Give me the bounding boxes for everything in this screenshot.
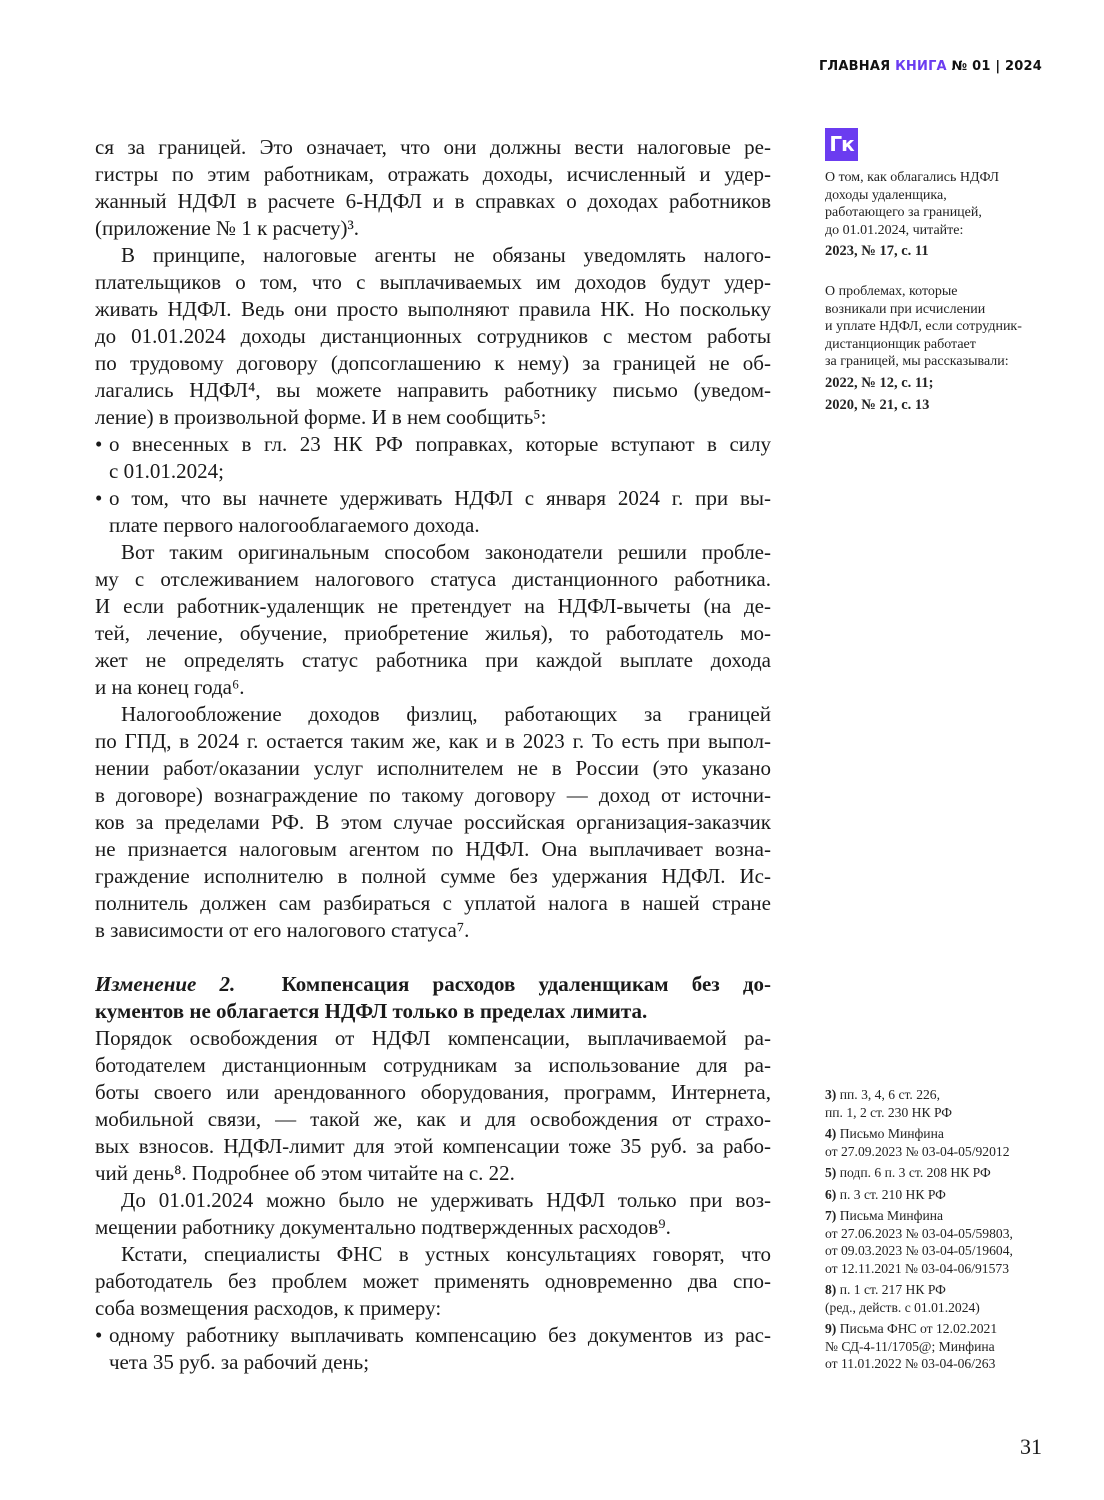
paragraph-line — [95, 1160, 771, 1187]
line-text: мобильной связи, — такой же, как и для освобождения от страхо- — [95, 1107, 771, 1131]
line-text: До 01.01.2024 можно было не удерживать НДФЛ только при воз- — [121, 1188, 771, 1212]
line-text: о внесенных в гл. 23 НК РФ поправках, которые вступают в силу — [109, 432, 771, 456]
paragraph-line — [95, 890, 771, 917]
footnote-text: № СД-4-11/1705@; Минфина — [825, 1338, 995, 1354]
footnote-line — [825, 1225, 1055, 1243]
paragraph-line — [95, 728, 771, 755]
footnote-text: пп. 3, 4, 6 ст. 226, — [839, 1087, 941, 1102]
paragraph-line — [95, 134, 771, 161]
line-text: кументов не облагается НДФЛ только в пределах лимита. — [95, 999, 648, 1023]
paragraph-line — [95, 1268, 771, 1295]
sidebar-text-line: возникали при исчислении — [825, 301, 986, 317]
paragraph-line — [95, 296, 771, 323]
line-text: Вот таким оригинальным способом законодатели решили пробле- — [121, 540, 771, 564]
sidebar-text-line: дистанционщик работает — [825, 336, 976, 352]
footnote — [825, 1164, 1055, 1182]
bullet-item-line — [95, 458, 771, 485]
footnote-line — [825, 1164, 1055, 1182]
brand-name: ГЛАВНАЯ — [818, 59, 891, 74]
line-text: Порядок освобождения от НДФЛ компенсации, выплачиваемой ра- — [95, 1026, 771, 1050]
footnote — [825, 1281, 1055, 1316]
line-text: в зависимости от его налогового статуса⁷. — [95, 918, 470, 942]
footnote-text: от 09.03.2023 № 03-04-05/19604, — [825, 1243, 1013, 1258]
bullet-icon: • — [95, 432, 103, 456]
paragraph-line — [95, 350, 771, 377]
line-text: соба возмещения расходов, к примеру: — [95, 1296, 442, 1320]
sidebar-issue-reference: 2023, № 17, с. 11 — [825, 243, 929, 260]
line-text: Кстати, специалисты ФНС в устных консультациях говорят, что — [121, 1242, 771, 1266]
footnote-number: 7) — [825, 1208, 837, 1223]
paragraph-line — [95, 1214, 771, 1241]
line-text: до 01.01.2024 доходы дистанционных сотрудников с местом работы — [95, 324, 771, 348]
paragraph-line — [95, 269, 771, 296]
line-text: с 01.01.2024; — [109, 459, 224, 483]
bullet-item-line — [95, 1349, 771, 1376]
line-text: мещении работнику документально подтвержденных расходов⁹. — [95, 1215, 671, 1239]
footnote-number: 5) — [825, 1165, 837, 1180]
line-text: чета 35 руб. за рабочий день; — [109, 1350, 370, 1374]
sidebar-text-line: и уплате НДФЛ, если сотрудник- — [825, 319, 1022, 335]
footnote-text: п. 1 ст. 217 НК РФ — [839, 1282, 946, 1297]
line-text: чий день⁸. Подробнее об этом читайте на с. 22. — [95, 1161, 515, 1185]
paragraph-line — [95, 404, 771, 431]
paragraph-line — [95, 242, 771, 269]
footnote — [825, 1125, 1055, 1160]
footnote-line — [825, 1260, 1055, 1278]
paragraph-line — [95, 188, 771, 215]
bullet-item-line — [95, 431, 771, 458]
sidebar-issue-reference: 2022, № 12, с. 11; — [825, 374, 934, 391]
sidebar-block-1 — [825, 169, 1055, 261]
line-text: полнитель должен сам разбираться с уплатой налога в нашей стране — [95, 891, 771, 915]
line-text: вых взносов. НДФЛ-лимит для этой компенсации тоже 35 руб. за рабо- — [95, 1134, 771, 1158]
footnote-line — [825, 1086, 1055, 1104]
sidebar-references — [825, 128, 1055, 414]
paragraph-line — [95, 593, 771, 620]
paragraph-line — [95, 782, 771, 809]
page-number: 31 — [1020, 1434, 1042, 1459]
bullet-item-line — [95, 512, 771, 539]
line-text: жет не определять статус работника при каждой выплате дохода — [95, 648, 771, 672]
brand-name-accent: КНИГА — [895, 59, 947, 74]
paragraph-line — [95, 215, 771, 242]
paragraph-line — [95, 539, 771, 566]
paragraph-line — [95, 1295, 771, 1322]
bullet-icon: • — [95, 1323, 103, 1347]
sidebar-block-2 — [825, 283, 1055, 414]
line-text: жанный НДФЛ в расчете 6-НДФЛ и в справках о доходах работников — [95, 189, 771, 213]
footnote — [825, 1320, 1055, 1373]
sidebar-text-line: доходы удаленщика, — [825, 187, 947, 203]
line-text: му с отслеживанием налогового статуса дистанционного работника. — [95, 567, 771, 591]
paragraph-line — [95, 1079, 771, 1106]
footnotes — [825, 1086, 1055, 1377]
paragraph-line — [95, 1025, 771, 1052]
paragraph-line — [95, 620, 771, 647]
line-text: живать НДФЛ. Ведь они просто выполняют правила НК. Но поскольку — [95, 297, 771, 321]
running-header — [819, 59, 1042, 74]
footnote-text: подп. 6 п. 3 ст. 208 НК РФ — [839, 1165, 991, 1180]
section-gap — [95, 944, 771, 971]
paragraph-line — [95, 917, 771, 944]
bullet-item-line — [95, 1322, 771, 1349]
paragraph-line — [95, 1052, 771, 1079]
footnote-text: пп. 1, 2 ст. 230 НК РФ — [825, 1104, 953, 1120]
footnote-text: Письма ФНС от 12.02.2021 — [839, 1321, 998, 1336]
article-body — [95, 134, 771, 1376]
paragraph-line — [95, 674, 771, 701]
bullet-item-line — [95, 485, 771, 512]
footnote-line — [825, 1242, 1055, 1260]
line-text: граждение исполнителю в полной сумме без удержания НДФЛ. Ис- — [95, 864, 771, 888]
paragraph-line — [95, 566, 771, 593]
line-text: по ГПД, в 2024 г. остается таким же, как и в 2023 г. То есть при выпол- — [95, 729, 771, 753]
line-text: и на конец года⁶. — [95, 675, 245, 699]
section-heading-line — [95, 998, 771, 1025]
sidebar-text-line: О том, как облагались НДФЛ — [825, 170, 1000, 185]
line-text: ся за границей. Это означает, что они должны вести налоговые ре- — [95, 135, 771, 159]
footnote-line — [825, 1186, 1055, 1204]
sidebar-text-line: О проблемах, которые — [825, 283, 958, 299]
footnote-line — [825, 1207, 1055, 1225]
footnote-number: 3) — [825, 1087, 837, 1102]
line-text: о том, что вы начнете удерживать НДФЛ с января 2024 г. при вы- — [109, 486, 771, 510]
sidebar-text-line: за границей, мы рассказывали: — [825, 354, 1009, 370]
bullet-icon: • — [95, 486, 103, 510]
footnote-number: 6) — [825, 1186, 837, 1202]
footnote-line — [825, 1281, 1055, 1299]
paragraph-line — [95, 161, 771, 188]
line-text: нении работ/оказании услуг исполнителем не в России (это указано — [95, 756, 771, 780]
line-text: по трудовому договору (допсоглашению к нему) за границей не об- — [95, 351, 771, 375]
footnote-line — [825, 1104, 1055, 1122]
paragraph-line — [95, 323, 771, 350]
footnote-text: (ред., действ. с 01.01.2024) — [825, 1299, 980, 1315]
footnote-line — [825, 1338, 1055, 1356]
footnote-text: от 27.09.2023 № 03-04-05/92012 — [825, 1143, 1010, 1159]
footnote-number: 4) — [825, 1126, 837, 1141]
footnote-number: 8) — [825, 1282, 837, 1297]
footnote-line — [825, 1299, 1055, 1317]
line-text: в договоре) вознаграждение по такому договору — доход от источни- — [95, 783, 771, 807]
paragraph-line — [95, 647, 771, 674]
line-text: (приложение № 1 к расчету)³. — [95, 216, 360, 240]
line-text: работодатель без проблем может применять одновременно два спо- — [95, 1269, 771, 1293]
paragraph-line — [95, 1106, 771, 1133]
line-text: тей, лечение, обучение, приобретение жилья), то работодатель мо- — [95, 621, 771, 645]
paragraph-line — [95, 1187, 771, 1214]
paragraph-line — [95, 755, 771, 782]
footnote-line — [825, 1355, 1055, 1373]
sidebar-issue-reference: 2020, № 21, с. 13 — [825, 396, 930, 413]
footnote-line — [825, 1143, 1055, 1161]
line-text: боты своего или арендованного оборудования, программ, Интернета, — [95, 1080, 771, 1104]
line-text: ботодателем дистанционным сотрудникам за использование для ра- — [95, 1053, 771, 1077]
footnote-text: от 11.01.2022 № 03-04-06/263 — [825, 1356, 996, 1371]
line-text: ков за пределами РФ. В этом случае российская организация-заказчик — [95, 810, 771, 834]
footnote-line — [825, 1125, 1055, 1143]
line-text: Компенсация расходов удаленщикам без до- — [281, 972, 771, 996]
paragraph-line — [95, 1133, 771, 1160]
sidebar-text-line: до 01.01.2024, читайте: — [825, 222, 964, 238]
line-text: не признается налоговым агентом по НДФЛ. Она выплачивает возна- — [95, 837, 771, 861]
paragraph-line — [95, 701, 771, 728]
paragraph-line — [95, 1241, 771, 1268]
gk-logo-icon: Гк — [825, 128, 858, 161]
line-text: В принципе, налоговые агенты не обязаны уведомлять налого- — [121, 243, 771, 267]
footnote-text: от 12.11.2021 № 03-04-06/91573 — [825, 1260, 1009, 1276]
footnote-text: от 27.06.2023 № 03-04-05/59803, — [825, 1225, 1013, 1241]
line-text: И если работник-удаленщик не претендует на НДФЛ-вычеты (на де- — [95, 594, 771, 618]
footnote — [825, 1186, 1055, 1204]
footnote — [825, 1086, 1055, 1121]
line-text: лагались НДФЛ⁴, вы можете направить работнику письмо (уведом- — [95, 378, 771, 402]
paragraph-line — [95, 863, 771, 890]
footnote-number: 9) — [825, 1321, 837, 1336]
line-text: Налогообложение доходов физлиц, работающих за границей — [121, 702, 771, 726]
footnote — [825, 1207, 1055, 1277]
section-heading-lead: Изменение 2. — [95, 972, 236, 996]
paragraph-line — [95, 377, 771, 404]
line-text: плательщиков о том, что с выплачиваемых им доходов будут удер- — [95, 270, 771, 294]
footnote-line — [825, 1320, 1055, 1338]
line-text: плате первого налогооблагаемого дохода. — [109, 513, 480, 537]
section-heading-line — [95, 971, 771, 998]
sidebar-text-line: работающего за границей, — [825, 205, 982, 221]
line-text: ление) в произвольной форме. И в нем сообщить⁵: — [95, 405, 547, 429]
paragraph-line — [95, 836, 771, 863]
issue-number: № 01 | 2024 — [951, 59, 1042, 74]
footnote-text: п. 3 ст. 210 НК РФ — [839, 1186, 946, 1202]
footnote-text: Письма Минфина — [839, 1208, 944, 1223]
line-text: одному работнику выплачивать компенсацию без документов из рас- — [109, 1323, 771, 1347]
paragraph-line — [95, 809, 771, 836]
footnote-text: Письмо Минфина — [839, 1126, 944, 1141]
line-text: гистры по этим работникам, отражать доходы, исчисленный и удер- — [95, 162, 771, 186]
